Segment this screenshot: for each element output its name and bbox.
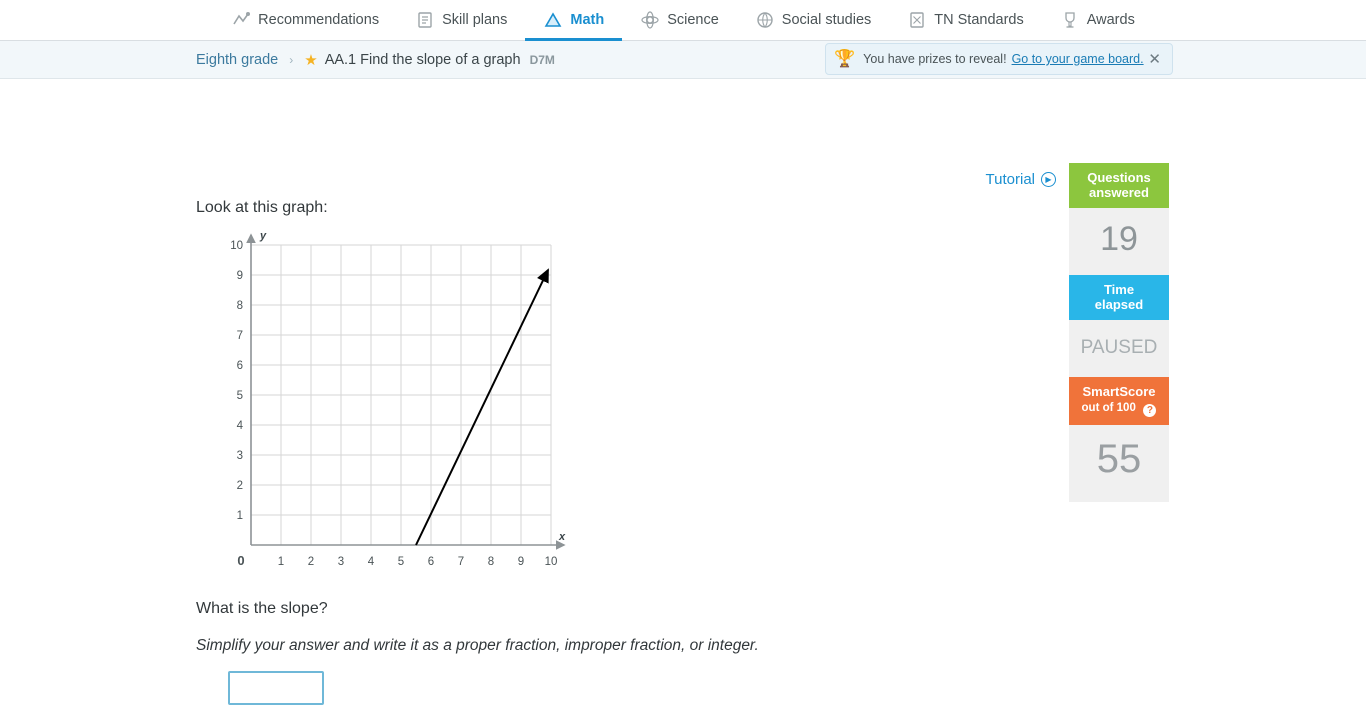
breadcrumb-grade[interactable]: Eighth grade	[196, 51, 279, 68]
questions-answered-value: 19	[1069, 208, 1169, 275]
nav-label: Social studies	[781, 11, 872, 28]
nav-item-science[interactable]	[622, 1, 737, 41]
answer-input[interactable]	[228, 671, 324, 705]
svg-text:8: 8	[487, 556, 495, 568]
close-icon[interactable]: ✕	[1148, 51, 1161, 68]
svg-text:5: 5	[236, 390, 243, 402]
breadcrumb	[0, 41, 1366, 79]
skill-plans-icon	[415, 10, 435, 30]
star-icon[interactable]: ★	[304, 51, 318, 69]
svg-text:4: 4	[367, 556, 375, 568]
game-board-link[interactable]: Go to your game board.	[1011, 52, 1144, 66]
svg-text:x: x	[559, 531, 566, 543]
play-icon: ▶	[1041, 172, 1056, 187]
slope-graph	[196, 227, 596, 577]
svg-text:8: 8	[236, 300, 243, 312]
prompt-text: Look at this graph:	[196, 199, 328, 216]
trophy-icon: 🏆	[834, 49, 856, 68]
time-elapsed-subtitle: elapsed	[1094, 297, 1144, 312]
recommendations-icon	[231, 10, 251, 30]
nav-item-recommendations[interactable]	[213, 1, 397, 41]
svg-text:0: 0	[237, 553, 245, 568]
prize-banner[interactable]	[825, 43, 1173, 75]
smartscore-title: SmartScore	[1082, 384, 1156, 399]
questions-answered-subtitle: answered	[1089, 185, 1149, 200]
main-content	[0, 79, 1366, 654]
breadcrumb-separator-icon: ›	[289, 52, 294, 67]
svg-text:4: 4	[236, 420, 243, 432]
nav-label: Awards	[1086, 11, 1135, 28]
questions-answered-header	[1069, 163, 1169, 208]
score-sidebar	[1069, 163, 1169, 502]
skill-code: D7M	[529, 52, 555, 67]
nav-label: Skill plans	[442, 11, 508, 28]
nav-label: Math	[570, 11, 605, 28]
svg-text:6: 6	[236, 360, 243, 372]
smartscore-value: 55	[1069, 425, 1169, 502]
svg-text:y: y	[260, 230, 267, 242]
graph-svg	[196, 227, 596, 577]
svg-text:3: 3	[236, 450, 243, 462]
social-studies-icon	[755, 10, 775, 30]
svg-text:3: 3	[337, 556, 345, 568]
svg-text:9: 9	[236, 270, 243, 282]
nav-label: TN Standards	[934, 11, 1024, 28]
nav-item-awards[interactable]	[1042, 1, 1153, 41]
questions-answered-title: Questions	[1087, 170, 1151, 185]
nav-item-skill-plans[interactable]	[397, 1, 525, 41]
tutorial-label: Tutorial	[985, 171, 1035, 188]
breadcrumb-skill: AA.1 Find the slope of a graph	[324, 51, 521, 68]
nav-item-math[interactable]	[525, 1, 622, 41]
question-text: What is the slope?	[196, 600, 328, 617]
nav-item-tn-standards[interactable]	[889, 1, 1041, 41]
tutorial-button[interactable]	[986, 171, 1056, 188]
prize-text: You have prizes to reveal!	[863, 52, 1007, 66]
svg-text:10: 10	[230, 240, 243, 252]
standards-icon	[907, 10, 927, 30]
help-icon[interactable]: ?	[1143, 404, 1156, 417]
science-icon	[640, 10, 660, 30]
svg-text:7: 7	[457, 556, 465, 568]
svg-text:5: 5	[397, 556, 405, 568]
svg-text:1: 1	[277, 556, 285, 568]
time-elapsed-header	[1069, 275, 1169, 320]
math-icon	[543, 10, 563, 30]
top-navigation	[0, 0, 1366, 41]
graph-line	[416, 270, 548, 545]
svg-text:2: 2	[236, 480, 243, 492]
svg-text:1: 1	[236, 510, 243, 522]
svg-text:7: 7	[236, 330, 243, 342]
time-elapsed-title: Time	[1103, 282, 1135, 297]
nav-label: Recommendations	[258, 11, 380, 28]
svg-text:9: 9	[517, 556, 525, 568]
awards-icon	[1060, 10, 1080, 30]
svg-text:10: 10	[544, 556, 558, 568]
svg-text:2: 2	[307, 556, 315, 568]
time-elapsed-value: PAUSED	[1069, 320, 1169, 377]
svg-text:6: 6	[427, 556, 435, 568]
smartscore-header	[1069, 377, 1169, 425]
hint-text: Simplify your answer and write it as a proper fraction, improper fraction, or integer.	[196, 637, 759, 654]
nav-item-social-studies[interactable]	[737, 1, 889, 41]
nav-label: Science	[667, 11, 719, 28]
smartscore-subtitle: out of 100	[1081, 402, 1136, 414]
